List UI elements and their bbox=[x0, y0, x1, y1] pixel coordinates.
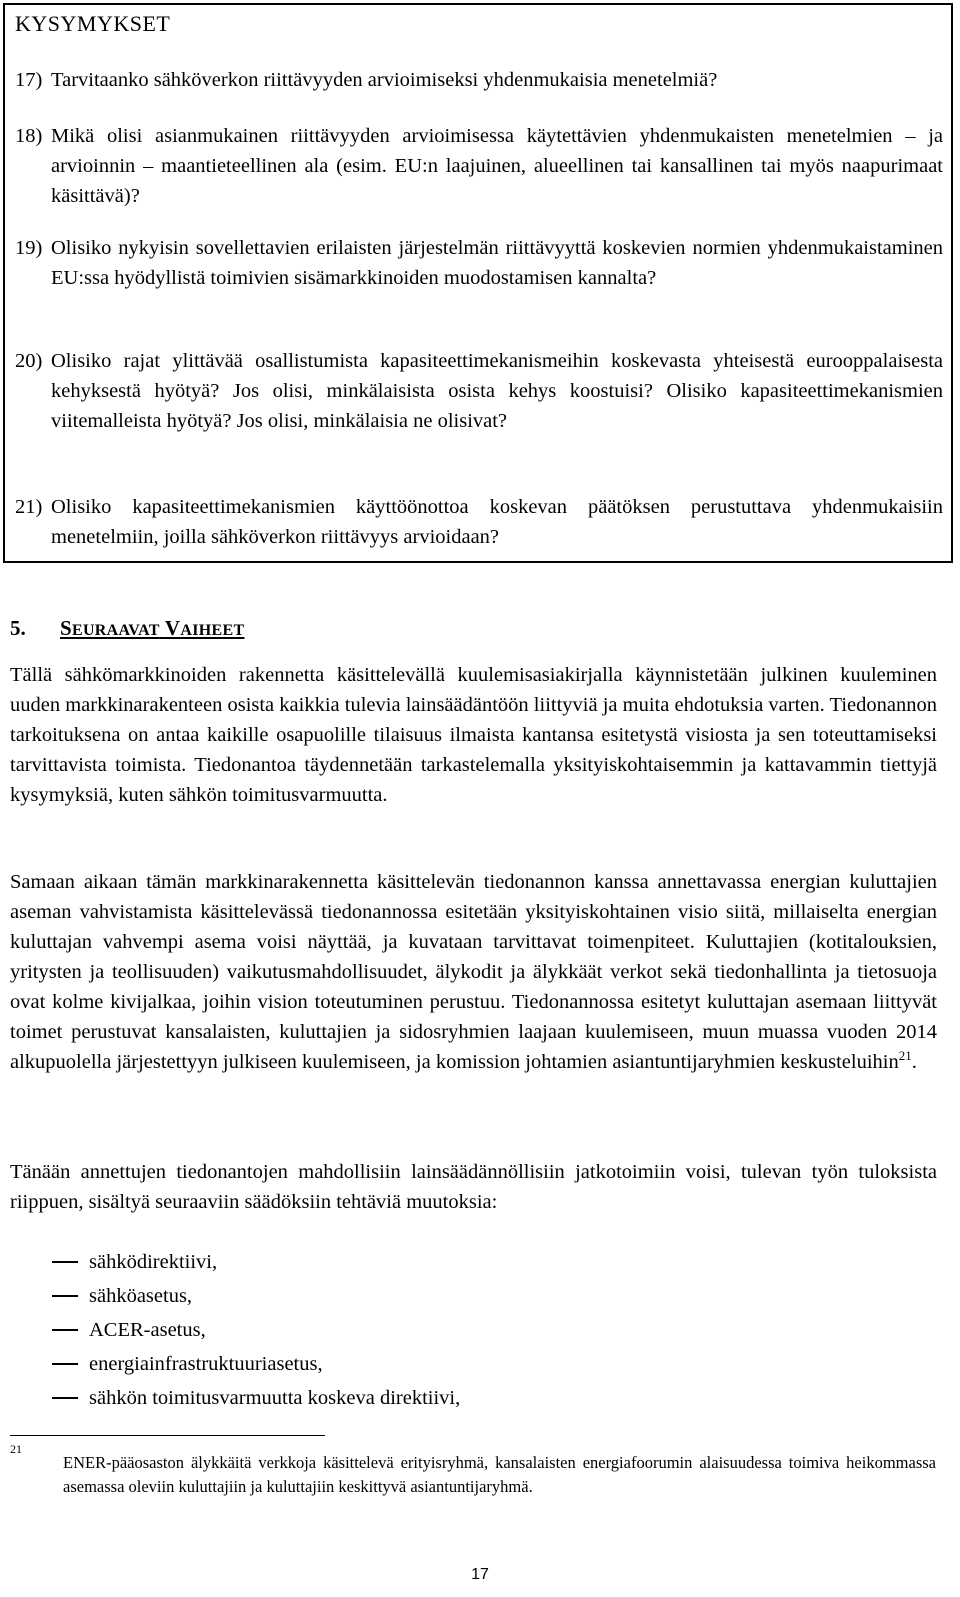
amendment-list bbox=[10, 1245, 910, 1415]
question-number: 20) bbox=[15, 350, 43, 372]
list-item: sähköasetus, bbox=[10, 1279, 910, 1313]
paragraph-2: Samaan aikaan tämän markkinarakennetta käsittelevän tiedonannon kanssa annettavassa energian kuluttajien aseman vahvistamista käsittelevässä tiedonannossa esitetään yksityiskohtainen visio siitä, millaiselta energian kuluttajan vahvempi asema voisi näyttää, ja kuvataan tarvittavat toimenpiteet. Kuluttajien (kotitalouksien, yritysten ja teollisuuden) vaikutusmahdollisuudet, älykodit ja älykkäät verkot sekä tiedonhallinta ja tietosuoja ovat kolme kivijalkaa, joihin vision toteutuminen perustuu. Tiedonannossa esitetyt kuluttajan asemaan liittyvät toimet perustuvat kansalaisten, kuluttajien ja sidosryhmien laajaan kuulemiseen, muun muassa vuoden 2014 alkupuolella järjestettyyn julkiseen kuulemiseen, ja komission johtamien asiantuntijaryhmien keskusteluihin$^{21}$. bbox=[10, 871, 937, 1073]
question-text: Mikä olisi asianmukainen riittävyyden arvioimisessa käytettävien yhdenmukaisten menetelmien – ja arvioinnin – maantieteellinen ala (esim. EU:n laajuinen, alueellinen tai kansallinen tai myös naapurimaat käsittävä)? bbox=[51, 125, 943, 207]
question-number: 21) bbox=[15, 496, 43, 518]
paragraph-1: Tällä sähkömarkkinoiden rakennetta käsittelevällä kuulemisasiakirjalla käynnistetään julkinen kuuleminen uuden markkinarakenteen osista kaikkia tulevia lainsäädäntöön liittyviä ja muita ehdotuksia varten. Tiedonannon tarkoituksena on antaa kaikille osapuolille tilaisuus ilmaista kantansa esitetystä visiosta ja sen toteuttamiseksi tarvittavista toimista. Tiedonantoa täydennetään tarkastelemalla yksityiskohtaisemmin ja kattavammin tiettyjä kysymyksiä, kuten sähkön toimitusvarmuutta. bbox=[10, 664, 937, 806]
question-text: Olisiko nykyisin sovellettavien erilaisten järjestelmän riittävyyttä koskevien normien yhdenmukaistaminen EU:ssa hyödyllistä toimivien sisämarkkinoiden muodostamisen kannalta? bbox=[51, 237, 943, 289]
footnote-reference[interactable]: 21 bbox=[898, 1048, 912, 1063]
list-item: sähkön toimitusvarmuutta koskeva direktiivi, bbox=[10, 1381, 910, 1415]
paragraph-3: Tänään annettujen tiedonantojen mahdollisiin lainsäädännöllisiin jatkotoimiin voisi, tulevan työn tuloksista riippuen, sisältyä seuraaviin säädöksiin tehtäviä muutoksia: bbox=[10, 1161, 937, 1213]
dash-bullet-icon bbox=[52, 1329, 78, 1331]
footnote-separator bbox=[10, 1435, 325, 1436]
section-heading bbox=[10, 614, 244, 645]
footnote-text: ENER-pääosaston älykkäitä verkkoja käsittelevä erityisryhmä, kansalaisten energiafoorumin alaisuudessa toimiva heikommassa asemassa oleviin kuluttajiin ja kuluttajiin keskittyvä asiantuntijaryhmä. bbox=[63, 1453, 936, 1496]
dash-bullet-icon bbox=[52, 1397, 78, 1399]
question-text: Olisiko kapasiteettimekanismien käyttöönottoa koskevan päätöksen perustuttava yhdenmukaisiin menetelmiin, joilla sähköverkon riittävyys arvioidaan? bbox=[51, 496, 943, 548]
question-number: 18) bbox=[15, 125, 43, 147]
list-item: ACER-asetus, bbox=[10, 1313, 910, 1347]
list-item: energiainfrastruktuuriasetus, bbox=[10, 1347, 910, 1381]
section-title: SEURAAVAT VAIHEET bbox=[60, 616, 245, 640]
question-text: Olisiko rajat ylittävää osallistumista kapasiteettimekanismeihin koskevasta yhteisestä eurooppalaisesta kehyksestä hyötyä? Jos olisi, minkälaisista osista kehys koostuisi? Olisiko kapasiteettimekanismien viitemalleista hyötyä? Jos olisi, minkälaisia ne olisivat? bbox=[51, 350, 943, 432]
questions-box bbox=[3, 3, 953, 563]
list-item: sähködirektiivi, bbox=[10, 1245, 910, 1279]
question-number: 19) bbox=[15, 237, 43, 259]
questions-box-title: KYSYMYKSET bbox=[15, 11, 171, 36]
section-number: 5. bbox=[10, 616, 26, 640]
dash-bullet-icon bbox=[52, 1363, 78, 1365]
dash-bullet-icon bbox=[52, 1261, 78, 1263]
page-number: 17 bbox=[471, 1566, 489, 1583]
question-number: 17) bbox=[15, 69, 43, 91]
footnote-number: 21 bbox=[10, 1442, 22, 1456]
question-text: Tarvitaanko sähköverkon riittävyyden arvioimiseksi yhdenmukaisia menetelmiä? bbox=[51, 69, 718, 91]
dash-bullet-icon bbox=[52, 1295, 78, 1297]
